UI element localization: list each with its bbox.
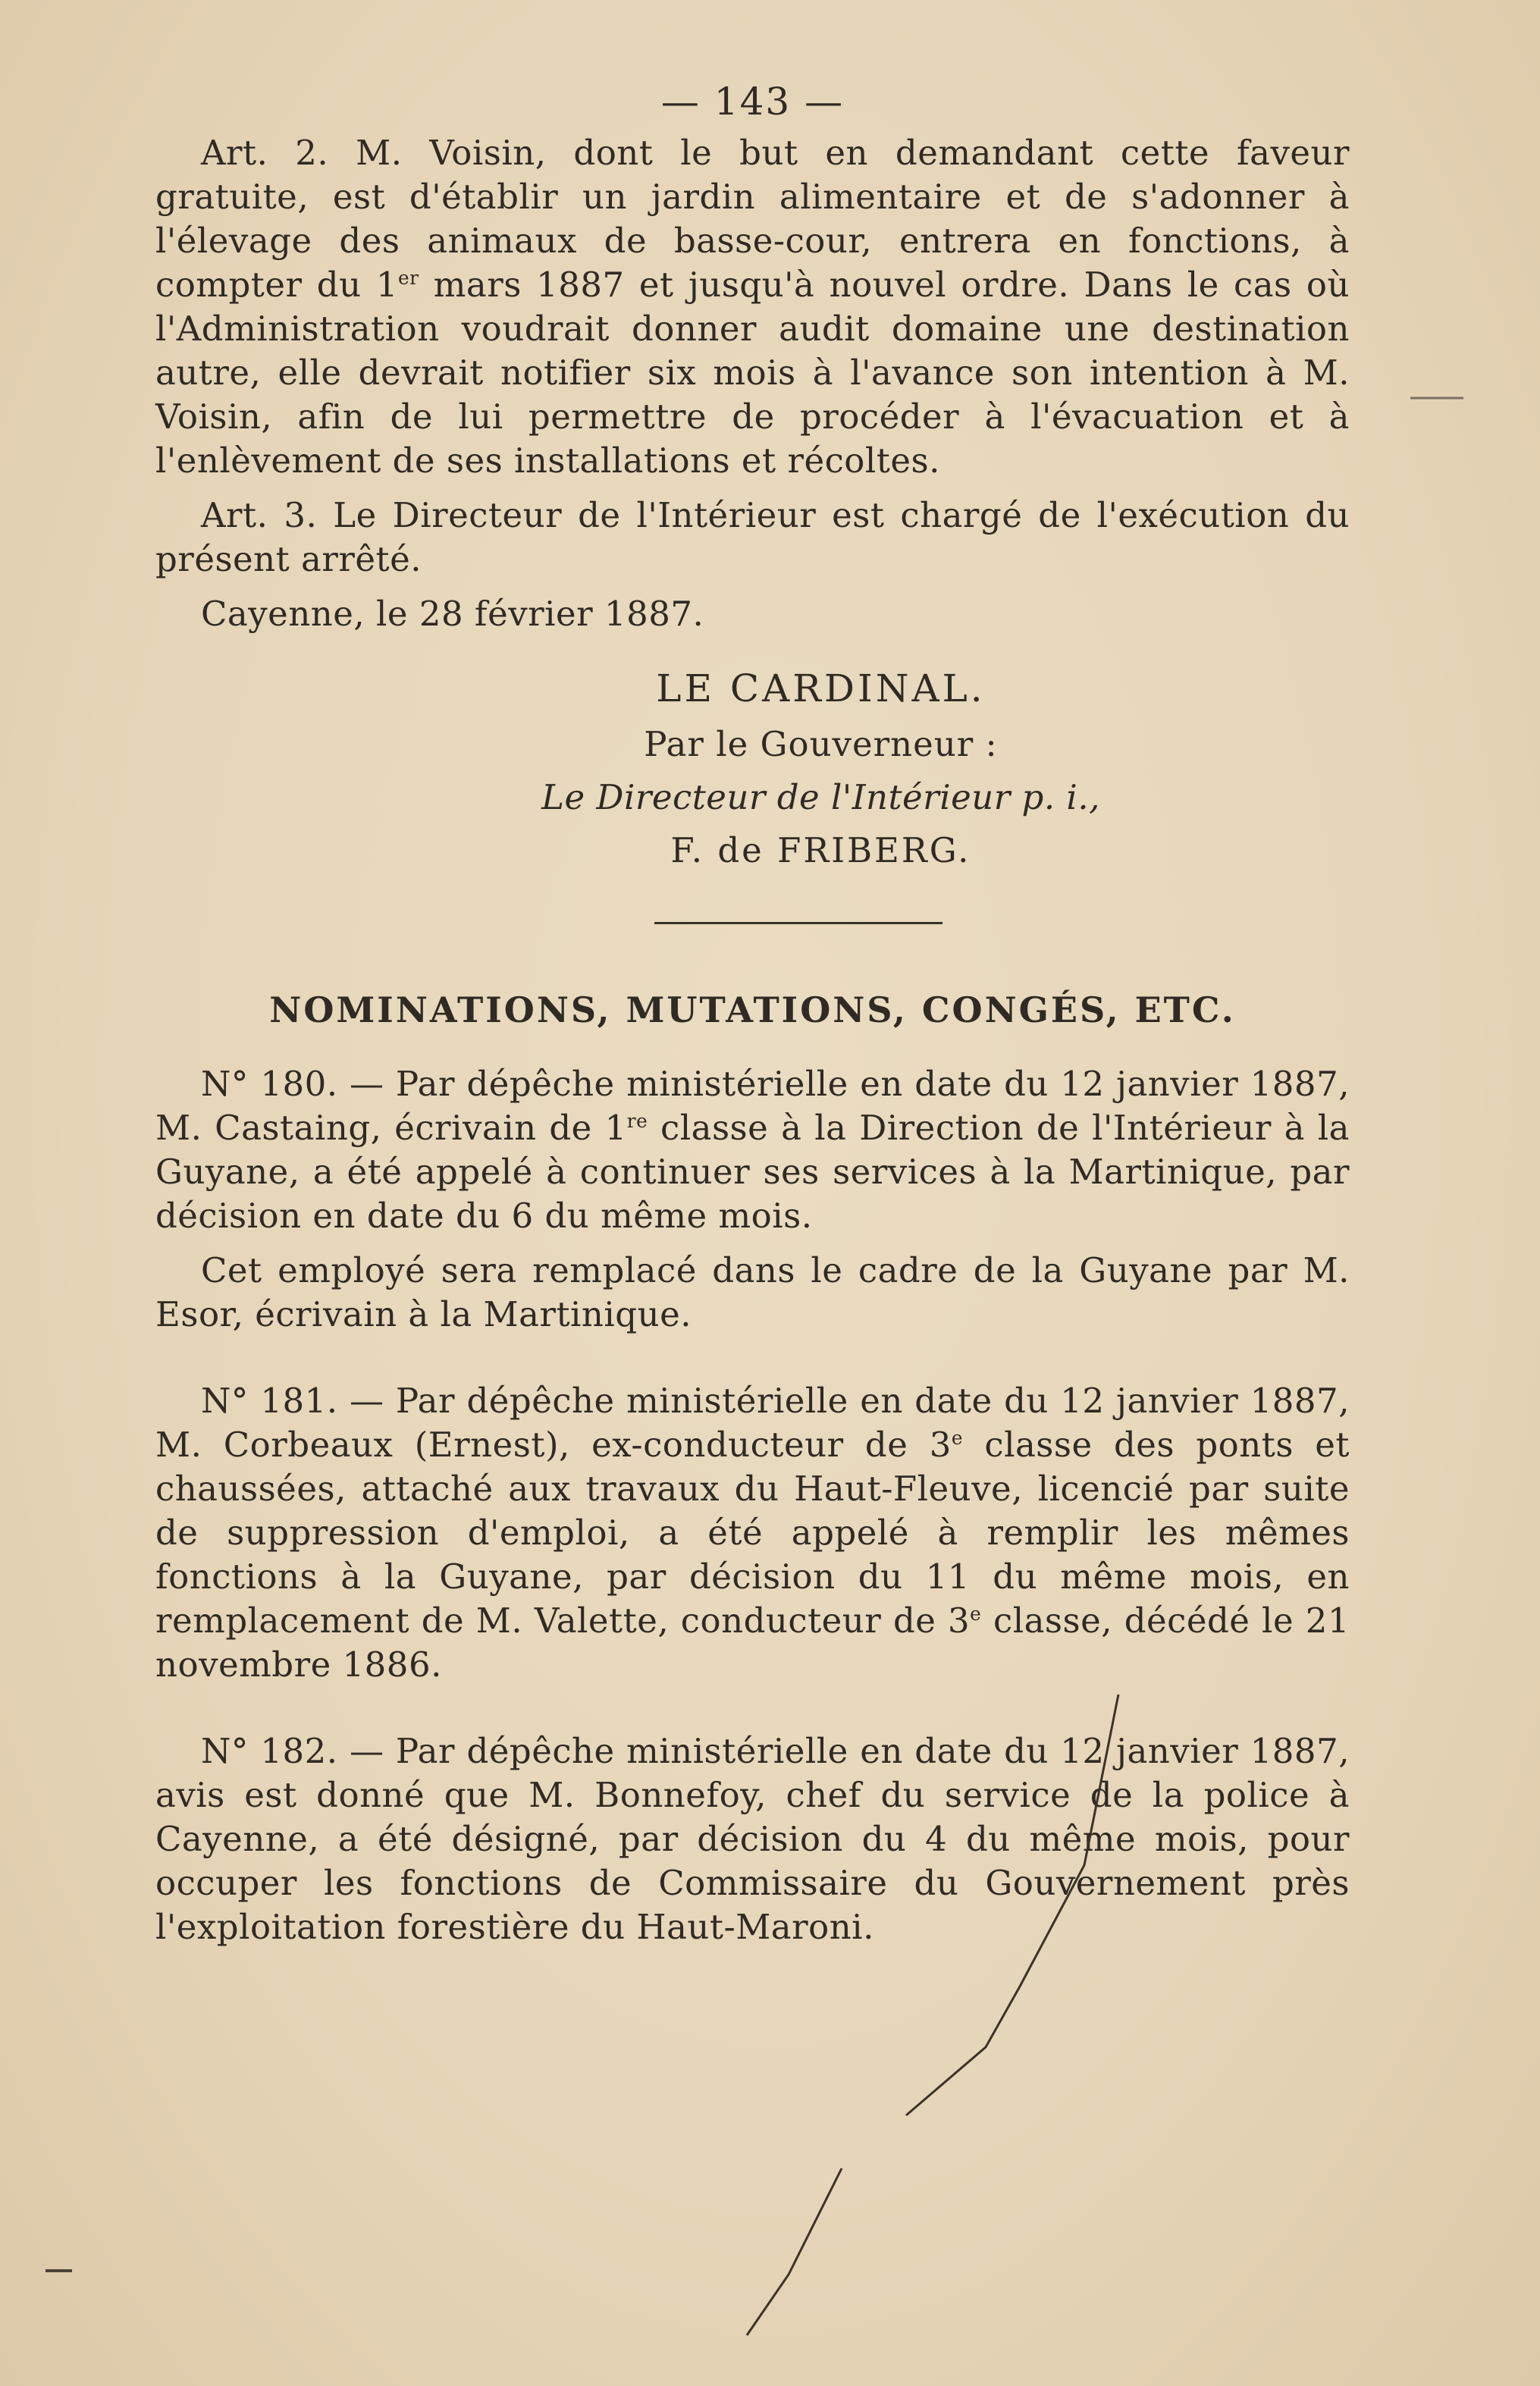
article-2-superscript: er xyxy=(397,267,419,289)
signature-signer: F. de FRIBERG. xyxy=(670,830,971,870)
diagonal-pen-stroke-upper xyxy=(906,1695,1118,2115)
page-number: — 143 — xyxy=(660,80,845,124)
entry-180-followup: Cet employé sera remplacé dans le cadre de la Guyane par M. Esor, écrivain à la Martinique. xyxy=(155,1250,1350,1334)
article-2-text-rest: mars 1887 et jusqu'à nouvel ordre. Dans le cas où l'Administration voudrait donner audit domaine une destination autre, elle devrait notifier six mois à l'avance son intention à M. Voisin, afin de lui permettre de procéder à l'évacuation et à l'enlèvement de ses installations et récoltes. xyxy=(155,265,1350,481)
signature-role: Le Directeur de l'Intérieur p. i., xyxy=(541,777,1100,817)
entry-182: N° 182. — Par dépêche ministérielle en date du 12 janvier 1887, avis est donné que M. Bonnefoy, chef du service de la police à Cayenne, a été désigné, par décision du 4 du même mois, pour occuper les fonctions de Commissaire du Gouvernement près l'exploitation forestière du Haut-Maroni. xyxy=(155,1731,1350,1947)
entry-181-text-a: N° 181. — Par dépêche ministérielle en date du 12 janvier 1887, M. Corbeaux (Ernest), ex-conducteur de 3 xyxy=(155,1381,1350,1465)
article-3: Art. 3. Le Directeur de l'Intérieur est chargé de l'exécution du présent arrêté. xyxy=(155,495,1350,579)
entry-180-text-b: classe à la Direction de l'Intérieur à la Guyane, a été appelé à continuer ses services à la Martinique, par décision en date du 6 du même mois. xyxy=(155,1108,1350,1236)
entry-181-text-b: classe des ponts et chaussées, attaché aux travaux du Haut-Fleuve, licencié par suite de suppression d'emploi, a été appelé à remplir les mêmes fonctions à la Guyane, par décision du 11 du même mois, en remplacement de M. Valette, conducteur de 3 xyxy=(155,1425,1350,1641)
entry-180-superscript: re xyxy=(626,1110,648,1132)
entry-181-text-c: classe, décédé le 21 novembre 1886. xyxy=(155,1601,1350,1685)
article-2-text: Art. 2. M. Voisin, dont le but en demandant cette faveur gratuite, est d'établir un jardin alimentaire et de s'adonner à l'élevage des animaux de basse-cour, entrera en fonctions, à compter du 1 xyxy=(155,133,1350,305)
entry-180-text-a: N° 180. — Par dépêche ministérielle en date du 12 janvier 1887, M. Castaing, écrivain de 1 xyxy=(155,1064,1350,1148)
date-line: Cayenne, le 28 février 1887. xyxy=(201,594,704,634)
entry-181-superscript-1: e xyxy=(951,1427,964,1449)
section-heading: NOMINATIONS, MUTATIONS, CONGÉS, ETC. xyxy=(269,989,1236,1030)
signature-name: LE CARDINAL. xyxy=(656,666,986,710)
diagonal-pen-stroke-lower xyxy=(747,2168,842,2335)
signature-by: Par le Gouverneur : xyxy=(644,724,998,764)
entry-181-superscript-2: e xyxy=(970,1603,982,1625)
